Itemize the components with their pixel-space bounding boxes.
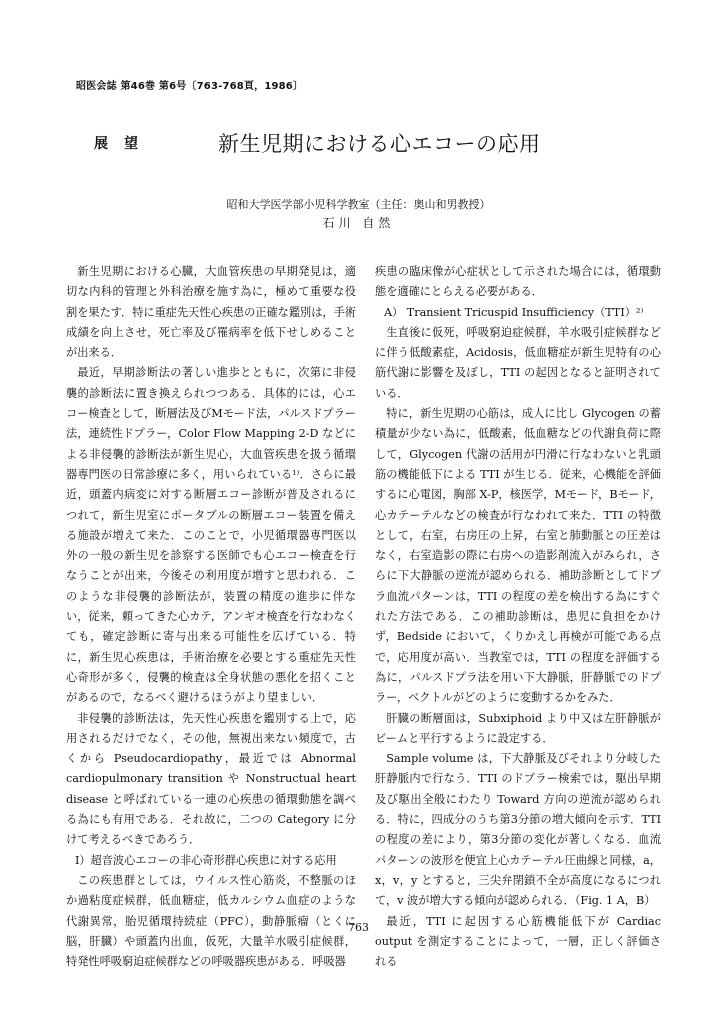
page-number: 763 <box>348 921 369 934</box>
article-title: 新生児期における心エコーの応用 <box>218 132 541 156</box>
paragraph: 非侵襲的診断法は，先天性心疾患を鑑別する上で，応用されるだけでなく，その他，無視出来ない頻度で，古くから Pseudocardiopathy，最近では Abnormal cardiopulmonary transition や Nonstructual heart disease と呼ばれている一連の心疾患の循環動態を調べる為にも有用である．それ故に，二つの Category に分けて考えるべきであろう． <box>66 711 356 847</box>
article-category: 展望 <box>94 136 154 152</box>
paragraph: 疾患の臨床像が心症状として示された場合には，循環動態を適確にとらえる必要がある． <box>375 265 661 299</box>
paragraph: 最近，TTI に起因する心筋機能低下が Cardiac output を測定することによって，一層，正しく評価される <box>375 914 661 969</box>
left-column <box>66 262 356 972</box>
author-affiliation: 昭和大学医学部小児科学教室（主任：奥山和男教授） <box>226 198 491 211</box>
paragraph: 肝臓の断層面は，Subxiphoid より中又は左肝静脈がビームと平行するように設定する． <box>375 711 661 745</box>
paragraph: 特に，新生児期の心筋は，成人に比し Glycogen の蓄積量が少ない為に，低酸素，低血糖などの代謝負荷に際して，Glycogen 代謝の活用が円滑に行なわないと乳頭筋の機能低下による TTI が生じる．従来，心機能を評価するに心電図，胸部 X-P，核医学，Mモード，Bモード，心カテーテルなどの検査が行なわれて来た．TTI の特徴として，右室，右房圧の上昇，右室と肺動脈との圧差はなく，右室造影の際に右房への造影剤流入がみられ，さらに下大静脈の逆流が認められる．補助診断としてドプラ血流パターンは，TTI の程度の差を検出する為にすぐれた方法である．この補助診断は，患児に負担をかけず，Bedside において，くりかえし再検が可能である点で，応用度が高い．当教室では，TTI の程度を評価する為に，パルスドプラ法を用い下大静脈，肝静脈でのドプラー，ベクトルがどのように変動するかをみた． <box>375 407 661 705</box>
author-name: 石川 自然 <box>322 216 395 230</box>
paragraph: Sample volume は，下大静脈及びそれより分岐した肝静脈内で行なう．TTI のドプラー検索では，駆出早期及び駆出全般にわたり Toward 方向の逆流が認められる．特に，四成分のうち第3分節の増大傾向を示す．TTI の程度の差により，第3分節の変化が著しくなる．血流パターンの波形を便宜上心カテーテル圧曲線と同様，a，x，v，y とすると，三尖弁閉鎖不全が高度になるにつれて，v 波が増大する傾向が認められる．（Fig. 1 A，B） <box>375 752 661 908</box>
section-heading: I）超音波心エコーの非心奇形群心疾患に対する応用 <box>74 853 337 867</box>
paragraph: 新生児期における心臓，大血管疾患の早期発見は，適切な内科的管理と外科治療を施す為に，極めて重要な役割を果たす．特に重症先天性心疾患の正確な鑑別は，手術成績を向上させ，死亡率及び罹病率を低下せしめることが出来る． <box>66 265 356 360</box>
section-heading: A） Transient Tricuspid Insufficiency（TTI）²⁾ <box>383 305 644 319</box>
journal-citation: 昭医会誌 第46巻 第6号〔763-768頁，1986〕 <box>76 81 304 92</box>
paragraph: 最近，早期診断法の著しい進歩とともに，次第に非侵襲的診断法に置き換えられつつある．具体的には，心エコー検査として，断層法及びMモード法，パルスドプラー法，連続性ドプラー，Color Flow Mapping 2-D などによる非侵襲的診断法が新生児心，大血管疾患を扱う循環器専門医の日常診療に多く，用いられている¹⁾．さらに最近，頭蓋内病変に対する断層エコー診断が普及されるにつれて，新生児室にポータブルの断層エコー装置を備える施設が増えて来た．このことで，小児循環器専門医以外の一般の新生児を診察する医師でも心エコー検査を行なうことが出来，今後その利用度が増すと思われる．このような非侵襲的診断法が，装置の精度の進歩に伴ない，従来，頼ってきた心カテ，アンギオ検査を行なわなくても，確定診断に寄与出来る可能性を広げている．特に，新生児心疾患は，手術治療を必要とする重症先天性心奇形が多く，侵襲的検査は全身状態の悪化を招くことがあるので，なるべく避けるほうがより望ましい． <box>66 366 356 705</box>
right-column <box>375 262 661 972</box>
paragraph: この疾患群としては，ウイルス性心筋炎，不整脈のほか過粘度症候群，低血糖症，低カルシウム血症のような代謝異常，胎児循環持続症（PFC），動静脈瘤（とくに脳，肝臓）や頭蓋内出血，仮死，大量羊水吸引症候群，特発性呼吸窮迫症候群などの呼吸器疾患がある．呼吸器 <box>66 873 356 969</box>
paragraph: 生直後に仮死，呼吸窮迫症候群，羊水吸引症候群などに伴う低酸素症，Acidosis，低血糖症が新生児特有の心筋代謝に影響を及ぼし，TTI の起因となると証明されている． <box>375 325 661 400</box>
